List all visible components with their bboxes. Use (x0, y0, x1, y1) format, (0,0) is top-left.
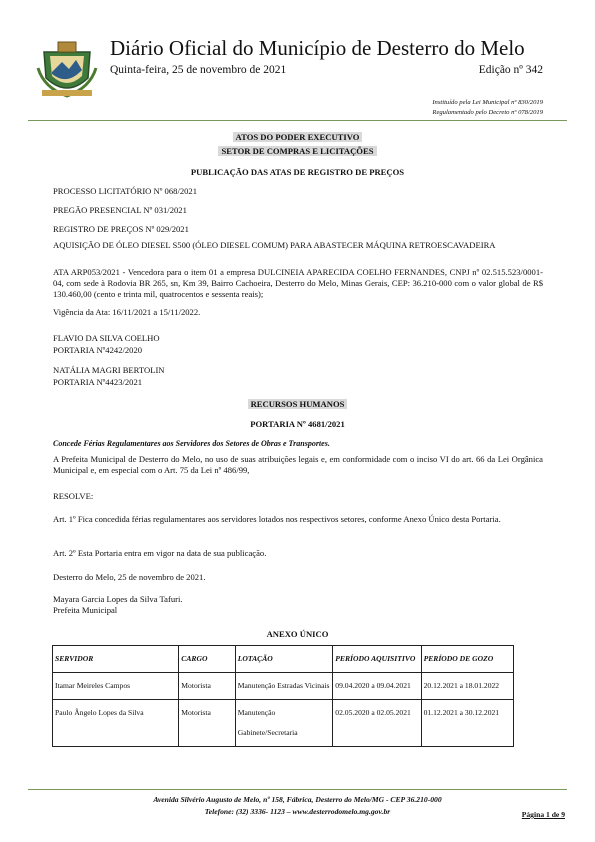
table-header-cell: SERVIDOR (53, 646, 179, 673)
vigencia-line: Vigência da Ata: 16/11/2021 a 15/11/2022. (53, 307, 201, 317)
annex-title: ANEXO ÚNICO (266, 629, 329, 639)
header-divider (28, 120, 567, 121)
municipal-coat-of-arms-icon (36, 38, 98, 100)
table-cell: 02.05.2020 a 02.05.2021 (333, 700, 421, 747)
signer1-name: FLAVIO DA SILVA COELHO (53, 333, 160, 343)
aquisicao-text: AQUISIÇÃO DE ÓLEO DIESEL S500 (ÓLEO DIESEL COMUM) PARA ABASTECER MÁQUINA RETROESCAVADEIRA (53, 240, 496, 250)
table-cell: Motorista (179, 700, 235, 747)
signer2-name: NATÁLIA MAGRI BERTOLIN (53, 365, 165, 375)
publication-date: Quinta-feira, 25 de novembro de 2021 (110, 64, 287, 76)
table-cell: 01.12.2021 a 30.12.2021 (421, 700, 513, 747)
institution-note (432, 98, 543, 118)
registro-line: REGISTRO DE PREÇOS Nº 029/2021 (53, 224, 189, 234)
page-title: Diário Oficial do Município de Desterro do Melo (110, 36, 525, 60)
signer-role: Prefeita Municipal (53, 605, 118, 615)
table-header-cell: PERÍODO AQUISITIVO (333, 646, 421, 673)
footer-address: Avenida Silvério Augusto de Melo, nº 158, Fábrica, Desterro do Melo/MG - CEP 36.210-000 (153, 795, 442, 804)
table-row (53, 673, 514, 700)
page-number: Página 1 de 9 (521, 810, 565, 819)
pregao-line: PREGÃO PRESENCIAL Nº 031/2021 (53, 205, 187, 215)
table-cell: Paulo Ângelo Lopes da Silva (53, 700, 179, 747)
section-heading-hr: RECURSOS HUMANOS (0, 399, 595, 409)
table-cell: Motorista (179, 673, 235, 700)
table-header-row (53, 646, 514, 673)
table-cell: Manutenção Estradas Vicinais (235, 673, 333, 700)
table-header-cell: PERÍODO DE GOZO (421, 646, 513, 673)
place-date: Desterro do Melo, 25 de novembro de 2021. (53, 572, 206, 582)
portaria-intro: A Prefeita Municipal de Desterro do Melo, no uso de suas atribuições legais e, em conformidade com o inciso VI do art. 66 da Lei Orgânica Municipal e, em especial com o Art. 75 da Lei nº 486/99, (53, 454, 543, 475)
section-heading-purchasing: SETOR DE COMPRAS E LICITAÇÕES (0, 146, 595, 156)
portaria-title: PORTARIA Nº 4681/2021 (250, 419, 345, 429)
footer-divider (28, 789, 567, 790)
table-cell: 20.12.2021 a 18.01.2022 (421, 673, 513, 700)
table-row (53, 700, 514, 747)
signer2-portaria: PORTARIA Nº4423/2021 (53, 377, 143, 387)
article-1: Art. 1º Fica concedida férias regulamentares aos servidores lotados nos respectivos setores, conforme Anexo Único desta Portaria. (53, 514, 501, 524)
processo-line: PROCESSO LICITATÓRIO Nº 068/2021 (53, 186, 198, 196)
section-subheading: PUBLICAÇÃO DAS ATAS DE REGISTRO DE PREÇOS (190, 167, 405, 177)
ata-text: ATA ARP053/2021 - Vencedora para o item 01 a empresa DULCINEIA APARECIDA COELHO FERNANDES, CNPJ nº 02.515.523/0001-04, com sede à Rodovia BR 265, sn, Km 39, Bairro Cachoeira, Desterro do Melo, Minas Gerais, CEP: 36.210-000 com o valor global de R$ 130.460,00 (cento e trinta mil, quatrocentos e sessenta reais); (53, 267, 543, 299)
table-cell: Manutenção Gabinete/Secretaria (235, 700, 333, 747)
edition-number: Edição nº 342 (478, 64, 543, 76)
section-heading-executive: ATOS DO PODER EXECUTIVO (0, 132, 595, 142)
signer1-portaria: PORTARIA Nº4242/2020 (53, 345, 143, 355)
annex-table (52, 645, 514, 747)
resolve-label: RESOLVE: (53, 491, 94, 501)
table-header-cell: CARGO (179, 646, 235, 673)
institution-law: Instituído pela Lei Municipal nº 830/2019 (432, 99, 543, 106)
table-header-cell: LOTAÇÃO (235, 646, 333, 673)
institution-decree: Regulamentado pelo Decreto nº 078/2019 (432, 109, 543, 116)
table-cell: 09.04.2020 a 09.04.2021 (333, 673, 421, 700)
article-2: Art. 2º Esta Portaria entra em vigor na data de sua publicação. (53, 548, 267, 558)
footer-contact: Telefone: (32) 3336- 1123 – www.desterrodomelo.mg.gov.br (204, 807, 391, 816)
signer-name: Mayara Garcia Lopes da Silva Tafuri. (53, 594, 183, 604)
portaria-ementa: Concede Férias Regulamentares aos Servidores dos Setores de Obras e Transportes. (53, 439, 330, 448)
table-cell: Itamar Meireles Campos (53, 673, 179, 700)
